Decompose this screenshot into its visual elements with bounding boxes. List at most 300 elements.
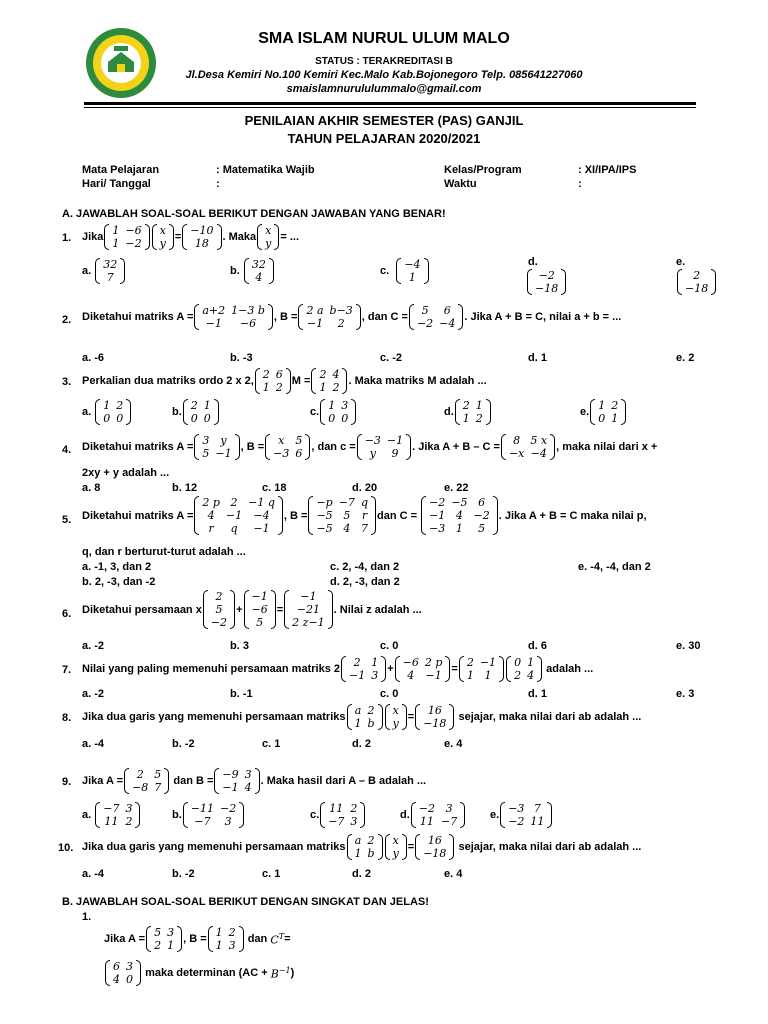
matrix-cell: 3 (371, 669, 379, 682)
matrix-q5-b (308, 496, 376, 535)
matrix-cell: −18 (535, 282, 559, 295)
mapel-value: : Matematika Wajib (216, 164, 315, 176)
matrix-cell: 2 (319, 368, 327, 381)
matrix-cell: y (392, 847, 399, 860)
matrix-cell: y (369, 447, 376, 460)
matrix-q8-r (415, 834, 454, 860)
matrix-cell: x (159, 224, 166, 237)
matrix-cell: 3 (126, 960, 133, 973)
matrix-right-bracket (460, 802, 465, 828)
matrix-cell: 2 (228, 926, 236, 939)
matrix-cell: 2 (514, 669, 522, 682)
matrix-entries (420, 834, 449, 860)
matrix-cell: −2 (538, 269, 555, 282)
matrix-cell: 3 (228, 939, 236, 952)
matrix-cell: 1−3 b (231, 304, 265, 317)
matrix-q4-b (265, 434, 310, 460)
matrix-cell: 2 (275, 381, 283, 394)
matrix-entries (100, 802, 135, 828)
matrix-entries (416, 802, 460, 828)
matrix-cell: 11 (329, 802, 344, 815)
q5-option-a: a. -1, 3, dan 2 (82, 561, 152, 573)
matrix-right-bracket (356, 304, 361, 330)
matrix-entries (270, 434, 305, 460)
matrix-cell: q (230, 522, 238, 535)
matrix-cell: 2 (353, 656, 361, 669)
matrix-cell: 16 (427, 834, 442, 847)
matrix-cell: 2 (262, 368, 270, 381)
matrix-entries (346, 656, 381, 682)
matrix-q7-c (459, 656, 504, 682)
matrix-cell: 5 (202, 447, 210, 460)
exam-title: PENILAIAN AKHIR SEMESTER (PAS) GANJIL (244, 113, 524, 128)
matrix-cell: −7 (441, 815, 458, 828)
matrix-cell: 5 (295, 434, 303, 447)
matrix-entries (414, 304, 458, 330)
matrix-q1-a (104, 224, 149, 250)
matrix-cell: 1 (527, 656, 535, 669)
q7-option-b: b. -1 (230, 688, 253, 700)
matrix-cell: 1 (103, 399, 111, 412)
matrix-cell: 1 (371, 656, 379, 669)
kelas-value: : XI/IPA/IPS (578, 164, 637, 176)
matrix-cell: 1 (215, 926, 223, 939)
matrix-q9-b (183, 802, 244, 828)
matrix-q7-a (341, 656, 386, 682)
hari-label: Hari/ Tanggal (82, 178, 151, 190)
matrix-right-bracket (135, 802, 140, 828)
matrix-right-bracket (621, 399, 626, 425)
matrix-q9-b (214, 768, 259, 794)
matrix-entries (262, 224, 274, 250)
matrix-entries (110, 960, 136, 986)
matrix-cell: 4 (244, 781, 252, 794)
matrix-cell: 4 (343, 522, 351, 535)
matrix-cell: 1 (475, 399, 483, 412)
matrix-cell: 6 (443, 304, 451, 317)
q1-number: 1. (62, 232, 72, 244)
matrix-entries (157, 224, 169, 250)
matrix-entries (249, 590, 271, 629)
matrix-right-bracket (342, 368, 347, 394)
q5-text-cont: q, dan r berturut-turut adalah ... (82, 546, 246, 558)
matrix-right-bracket (214, 399, 219, 425)
matrix-q7-b (395, 656, 451, 682)
matrix-cell: r (361, 509, 368, 522)
matrix-cell: 2 (367, 834, 375, 847)
matrix-cell: 0 (190, 412, 198, 425)
school-name: SMA ISLAM NURUL ULUM MALO (258, 30, 510, 47)
matrix-cell: 5 (478, 522, 486, 535)
matrix-cell: −2 (418, 802, 435, 815)
q2-option-a: a. -6 (82, 352, 105, 364)
q9-option-e: e. −3 7 −2 11 (490, 802, 553, 828)
matrix-q9-d (411, 802, 465, 828)
matrix-cell: 9 (391, 447, 399, 460)
q2-text: Diketahui matriks A = a+2 1−3 b −1 −6 , B = 2 a b−3 −1 2 , dan C = 5 6 −2 −4 . Jika A + B = C, nilai a + b = ... (82, 304, 622, 330)
matrix-cell: 11 (419, 815, 434, 828)
kelas-label: Kelas/Program (444, 164, 522, 176)
matrix-cell: 2 (611, 399, 619, 412)
matrix-right-bracket (239, 802, 244, 828)
matrix-cell: 1 (112, 224, 120, 237)
matrix-q3-c (320, 399, 356, 425)
matrix-cell: −1 (225, 509, 243, 522)
matrix-cell: r (208, 522, 214, 535)
matrix-cell: 5 x (530, 434, 548, 447)
matrix-cell: 0 (514, 656, 522, 669)
matrix-cell: −2 (125, 237, 142, 250)
q6-text: Diketahui persamaan x 2 5 −2 + −1 −6 5 = −1 −21 2 z−1 . Nilai z adalah ... (82, 590, 422, 629)
matrix-cell: y (392, 717, 399, 730)
matrix-cell: x (265, 224, 272, 237)
matrix-cell: 0 (341, 412, 349, 425)
matrix-q8-x (385, 834, 407, 860)
matrix-cell: −4 (253, 509, 270, 522)
matrix-cell: −7 (194, 815, 211, 828)
matrix-right-bracket (271, 590, 276, 629)
q9-option-b: b. −11 −2 −7 3 (172, 802, 245, 828)
matrix-cell: −1 (429, 509, 446, 522)
q1-option-d-label: d. (528, 256, 538, 268)
q1-option-a: a. 32 7 (82, 258, 126, 284)
matrix-cell: 2 (230, 496, 238, 509)
matrix-cell: 0 (598, 412, 606, 425)
matrix-right-bracket (278, 496, 283, 535)
matrix-q5-c (421, 496, 498, 535)
matrix-cell: 5 (154, 768, 162, 781)
q2-option-c: c. -2 (380, 352, 403, 364)
matrix-q1-d (527, 269, 566, 295)
q4-text-cont: 2xy + y adalah ... (82, 467, 170, 479)
matrix-entries (199, 304, 268, 330)
matrix-cell: −10 (190, 224, 214, 237)
matrix-right-bracket (169, 224, 174, 250)
matrix-cell: −1 (386, 434, 404, 447)
matrix-cell: −2 (210, 616, 228, 629)
matrix-cell: 2 (154, 939, 162, 952)
matrix-cell: −5 (316, 509, 333, 522)
q7-number: 7. (62, 664, 72, 676)
matrix-entries (505, 802, 547, 828)
matrix-entries (426, 496, 493, 535)
matrix-cell: −x (508, 447, 525, 460)
matrix-q1-a (95, 258, 125, 284)
q2-number: 2. (62, 314, 72, 326)
matrix-cell: 1 (262, 381, 270, 394)
matrix-cell: 3 (125, 802, 133, 815)
matrix-right-bracket (711, 269, 716, 295)
matrix-q2-c (409, 304, 463, 330)
matrix-cell: −6 (251, 603, 268, 616)
matrix-cell: 0 (203, 412, 211, 425)
matrix-entries (199, 496, 278, 535)
matrix-cell: 3 (224, 815, 232, 828)
matrix-cell: 3 (202, 434, 210, 447)
matrix-q3-a (95, 399, 131, 425)
matrix-entries (401, 258, 423, 284)
q3-option-d: d. 2 1 1 2 (444, 399, 492, 425)
matrix-q8-a (347, 704, 383, 730)
b1-text: Jika A = 5 3 2 1 , B = 1 2 1 3 dan $C^T$ = (104, 926, 291, 952)
matrix-entries (289, 590, 328, 629)
matrix-cell: −1 (300, 590, 317, 603)
matrix-cell: −5 (316, 522, 333, 535)
matrix-cell: 11 (104, 815, 119, 828)
matrix-entries (390, 704, 402, 730)
matrix-entries (595, 399, 621, 425)
q3-option-e: e. 1 2 0 1 (580, 399, 627, 425)
q1-text: Jika 1 −6 1 −2 x y = −10 18 . Maka x y = ... (82, 224, 300, 250)
matrix-q6-a (203, 590, 235, 629)
q5-number: 5. (62, 514, 72, 526)
school-email: smaislamnurululummalo@gmail.com (286, 83, 482, 95)
matrix-cell: 1 (462, 412, 470, 425)
matrix-right-bracket (136, 960, 141, 986)
matrix-cell: 6 (275, 368, 283, 381)
q4-option-e: e. 22 (444, 482, 469, 494)
q10-number: 10. (58, 842, 74, 854)
matrix-cell: 1 (215, 939, 223, 952)
matrix-right-bracket (351, 399, 356, 425)
matrix-entries (199, 434, 234, 460)
matrix-cell: −21 (296, 603, 321, 616)
matrix-cell: 4 (207, 509, 215, 522)
matrix-cell: 4 (113, 973, 120, 986)
matrix-cell: −5 (451, 496, 468, 509)
matrix-cell: 2 (116, 399, 124, 412)
matrix-cell: y (220, 434, 227, 447)
matrix-cell: 5 (154, 926, 162, 939)
matrix-q5-a (194, 496, 283, 535)
school-address: Jl.Desa Kemiri No.100 Kemiri Kec.Malo Kab.Bojonegoro Telp. 085641227060 (185, 69, 583, 81)
matrix-q9-c (320, 802, 365, 828)
matrix-q6-c (284, 590, 333, 629)
matrix-q3-e (590, 399, 626, 425)
matrix-cell: −7 (103, 802, 120, 815)
b1-text-cont: 6 3 4 0 maka determinan (AC + $B^{-1}$ ) (104, 960, 294, 986)
header-divider-thin (84, 107, 696, 108)
matrix-right-bracket (499, 656, 504, 682)
matrix-cell: 5 (215, 603, 223, 616)
matrix-b1-a (146, 926, 182, 952)
matrix-cell: 16 (427, 704, 442, 717)
matrix-q1-r (182, 224, 221, 250)
matrix-cell: −p (316, 496, 333, 509)
matrix-entries (506, 434, 550, 460)
matrix-cell: 6 (295, 447, 303, 460)
matrix-cell: 2 (332, 381, 340, 394)
matrix-cell: 1 (328, 399, 336, 412)
q4-option-c: c. 18 (262, 482, 287, 494)
matrix-right-bracket (458, 304, 463, 330)
q6-option-e: e. 30 (676, 640, 701, 652)
matrix-entries (390, 834, 402, 860)
matrix-right-bracket (255, 768, 260, 794)
q1-option-c: c. −4 1 (380, 258, 430, 284)
q7-option-c: c. 0 (380, 688, 399, 700)
matrix-cell: 1 (203, 399, 211, 412)
matrix-entries (249, 258, 269, 284)
q8-option-b: b. -2 (172, 738, 195, 750)
matrix-cell: 1 (112, 237, 120, 250)
matrix-cell: 0 (103, 412, 111, 425)
matrix-cell: −6 (402, 656, 419, 669)
matrix-q1-x (152, 224, 174, 250)
matrix-cell: 6 (113, 960, 120, 973)
matrix-cell: 0 (328, 412, 336, 425)
q9-number: 9. (62, 776, 72, 788)
matrix-right-bracket (406, 434, 411, 460)
q3-number: 3. (62, 376, 72, 388)
matrix-q4-a (194, 434, 239, 460)
matrix-cell: 0 (126, 973, 133, 986)
q6-option-d: d. 6 (528, 640, 547, 652)
matrix-cell: −18 (685, 282, 709, 295)
matrix-entries (109, 224, 144, 250)
matrix-q8-x (385, 704, 407, 730)
matrix-entries (260, 368, 286, 394)
matrix-entries (151, 926, 177, 952)
q5-option-d: d. 2, -3, dan 2 (330, 576, 400, 588)
q9-option-d: d. −2 3 11 −7 (400, 802, 466, 828)
matrix-cell: −18 (423, 717, 447, 730)
matrix-cell: 32 (251, 258, 266, 271)
matrix-entries (316, 368, 342, 394)
q3-option-c: c. 1 3 0 0 (310, 399, 357, 425)
matrix-cell: −2 (473, 509, 490, 522)
matrix-entries (460, 399, 486, 425)
matrix-right-bracket (177, 926, 182, 952)
matrix-cell: 1 (455, 522, 463, 535)
accreditation-status: STATUS : TERAKREDITASI B (315, 56, 453, 67)
matrix-cell: 3 (445, 802, 453, 815)
matrix-cell: 2 (125, 815, 133, 828)
q4-option-a: a. 8 (82, 482, 101, 494)
matrix-cell: −1 (205, 317, 222, 330)
matrix-cell: 1 (167, 939, 175, 952)
matrix-right-bracket (164, 768, 169, 794)
matrix-cell: −6 (239, 317, 257, 330)
matrix-cell: 2 (466, 656, 474, 669)
q10-text: Jika dua garis yang memenuhi persamaan matriks a 2 1 b x y = 16 −18 sejajar, maka nilai dari ab adalah ... (82, 834, 642, 860)
matrix-cell: 7 (533, 802, 541, 815)
matrix-q9-a (95, 802, 140, 828)
matrix-cell: −3 (364, 434, 381, 447)
matrix-q1-b (244, 258, 274, 284)
matrix-cell: −6 (125, 224, 142, 237)
matrix-cell: b (367, 847, 375, 860)
matrix-cell: 3 (167, 926, 175, 939)
matrix-cell: −1 (479, 656, 497, 669)
matrix-right-bracket (445, 656, 450, 682)
matrix-entries (464, 656, 499, 682)
matrix-q4-c (357, 434, 411, 460)
q1-option-e-label: e. (676, 256, 686, 268)
matrix-cell: a (354, 834, 362, 847)
matrix-cell: −7 (328, 815, 345, 828)
matrix-cell: x (392, 834, 399, 847)
matrix-cell: 4 (527, 669, 535, 682)
matrix-right-bracket (230, 590, 235, 629)
q5-option-c: c. 2, -4, dan 2 (330, 561, 400, 573)
matrix-cell: −1 (251, 590, 268, 603)
q9-option-c: c. 11 2 −7 3 (310, 802, 366, 828)
matrix-cell: 2 z−1 (292, 616, 325, 629)
q4-text: Diketahui matriks A = 3 y 5 −1 , B = x 5 −3 6 , dan c = −3 −1 y 9 . Jika A + B – C = 8 5 x −x −4 , maka nilai dari x + (82, 434, 658, 460)
matrix-entries (100, 258, 120, 284)
q7-option-e: e. 3 (676, 688, 695, 700)
hari-value: : (216, 178, 220, 190)
matrix-q2-a (194, 304, 273, 330)
matrix-cell: 8 (513, 434, 521, 447)
matrix-cell: −1 (253, 522, 270, 535)
matrix-entries (187, 224, 216, 250)
matrix-cell: 32 (103, 258, 118, 271)
matrix-cell: −4 (439, 317, 456, 330)
q5-option-b: b. 2, -3, dan -2 (82, 576, 156, 588)
matrix-cell: 0 (116, 412, 124, 425)
mapel-label: Mata Pelajaran (82, 164, 160, 176)
matrix-right-bracket (268, 304, 273, 330)
matrix-b1-b (208, 926, 244, 952)
matrix-cell: 7 (154, 781, 162, 794)
q7-option-d: d. 1 (528, 688, 547, 700)
section-a-heading: A. JAWABLAH SOAL-SOAL BERIKUT DENGAN JAWABAN YANG BENAR! (62, 208, 446, 220)
matrix-cell: 2 a (306, 304, 324, 317)
waktu-value: : (578, 178, 582, 190)
matrix-q1-c (396, 258, 428, 284)
q6-option-a: a. -2 (82, 640, 105, 652)
matrix-cell: −4 (404, 258, 421, 271)
q8-number: 8. (62, 712, 72, 724)
matrix-entries (352, 704, 378, 730)
exam-year: TAHUN PELAJARAN 2020/2021 (287, 131, 481, 146)
matrix-cell: 3 (341, 399, 349, 412)
matrix-cell: q (360, 496, 368, 509)
matrix-right-bracket (269, 258, 274, 284)
matrix-cell: −3 (273, 447, 290, 460)
matrix-entries (511, 656, 537, 682)
matrix-cell: −1 (215, 447, 232, 460)
matrix-q2-b (298, 304, 360, 330)
matrix-q6-b (244, 590, 276, 629)
matrix-cell: 2 (337, 317, 345, 330)
q2-option-d: d. 1 (528, 352, 547, 364)
q7-text: Nilai yang paling memenuhi persamaan matriks 2 2 1 −1 3 + −6 2 p 4 −1 = 2 −1 1 1 0 1 2 4 adalah ... (82, 656, 594, 682)
matrix-right-bracket (424, 258, 429, 284)
matrix-right-bracket (235, 434, 240, 460)
matrix-entries (532, 269, 561, 295)
matrix-right-bracket (378, 834, 383, 860)
matrix-q9-a (124, 768, 169, 794)
matrix-cell: y (265, 237, 272, 250)
q5-text: Diketahui matriks A = 2 p 2 −1 q 4 −1 −4 r q −1 , B = −p −7 q −5 5 r −5 4 7 dan C = −2 −5 6 −1 4 −2 −3 1 5 . Jika A + B = C maka nilai p, (82, 496, 647, 535)
matrix-cell: 2 (136, 768, 144, 781)
matrix-cell: −1 (306, 317, 324, 330)
matrix-right-bracket (360, 802, 365, 828)
matrix-q8-r (415, 704, 454, 730)
matrix-cell: b−3 (329, 304, 353, 317)
matrix-cell: −8 (132, 781, 149, 794)
matrix-q7-d (506, 656, 542, 682)
matrix-cell: 1 (611, 412, 619, 425)
matrix-right-bracket (381, 656, 386, 682)
matrix-right-bracket (120, 258, 125, 284)
matrix-cell: y (159, 237, 166, 250)
matrix-cell: −3 (508, 802, 525, 815)
matrix-entries (682, 269, 711, 295)
